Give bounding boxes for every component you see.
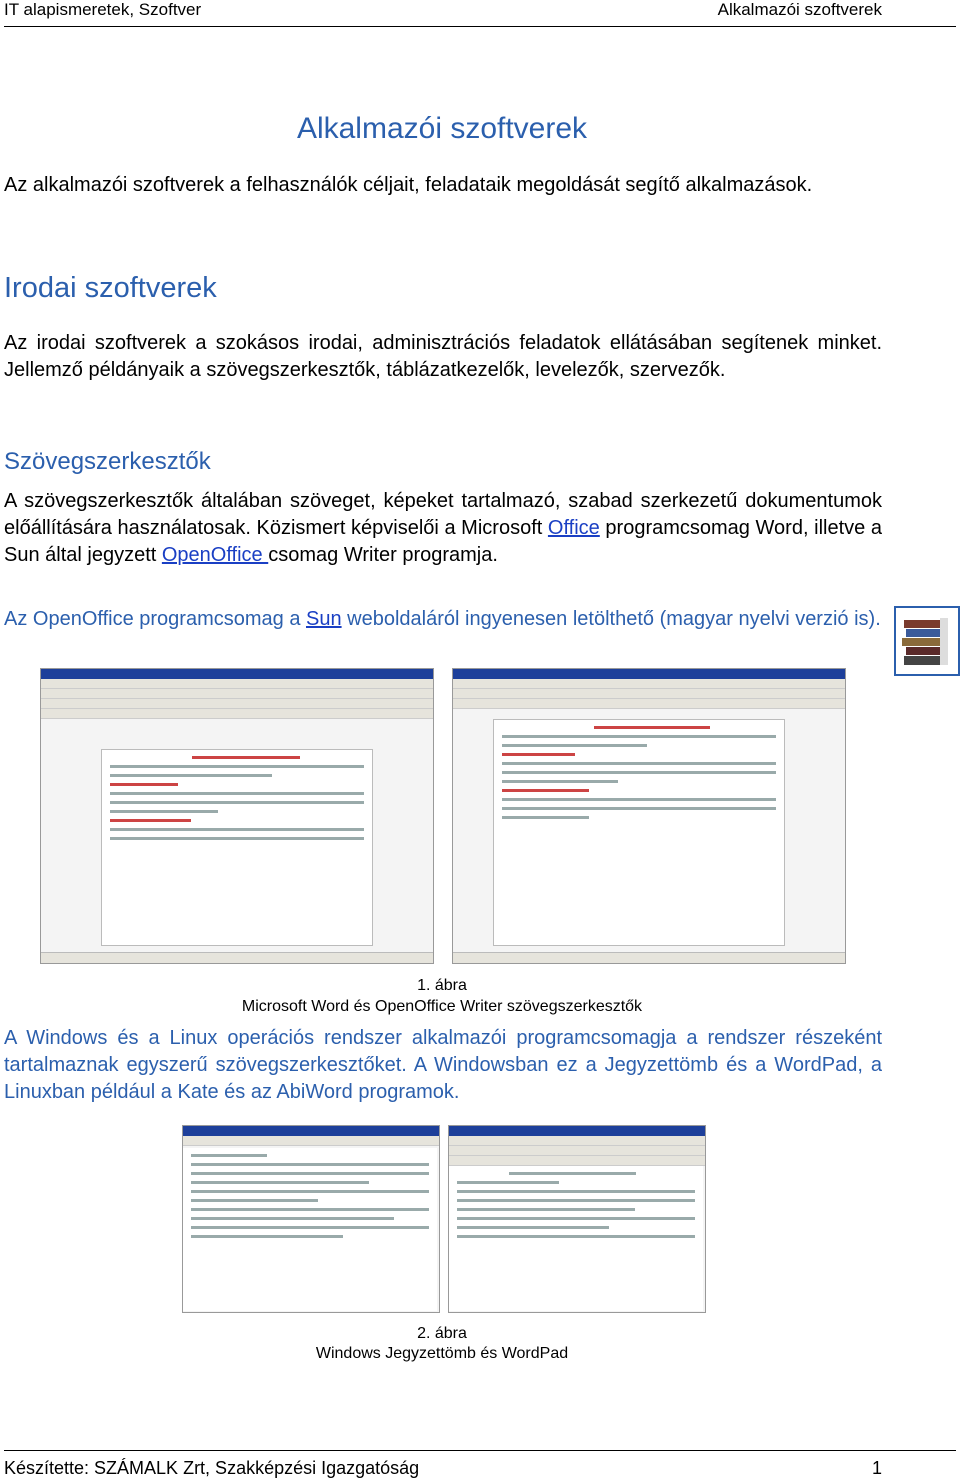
szovegszerkesztok-paragraph: A szövegszerkesztők általában szöveget, képeket tartalmazó, szabad szerkezetű dokumentumok előállítására használatosak. Közismert képviselői a Microsoft Office programcsomag Word, illetve a Sun által jegyzett OpenOffice csomag Writer programja.: [4, 490, 882, 566]
openoffice-paragraph: Az OpenOffice programcsomag a Sun weboldaláról ingyenesen letölthető (magyar nyelvi verzió is).: [4, 608, 881, 630]
books-icon: [894, 606, 960, 676]
page-number: 1: [871, 1458, 882, 1478]
page-title: Alkalmazói szoftverek: [296, 112, 588, 145]
openoffice-writer-screenshot: [452, 668, 846, 964]
header-divider: [4, 26, 956, 27]
figure1-number: 1. ábra: [417, 977, 467, 994]
wordpad-screenshot: [448, 1125, 706, 1313]
irodai-paragraph: Az irodai szoftverek a szokásos irodai, adminisztrációs feladatok ellátásában segítenek minket. Jellemző példányaik a szövegszerkesztők, táblázatkezelők, levelezők, szervezők.: [4, 332, 882, 381]
windows-linux-paragraph: A Windows és a Linux operációs rendszer alkalmazói programcsomagja a rendszer részeként tartalmaznak egyszerű szövegszerkesztőket. A Windowsban ez a Jegyzettömb és a WordPad, a Linuxban például a Kate és az AbiWord programok.: [4, 1027, 882, 1103]
footer-divider: [4, 1450, 956, 1451]
footer-author: Készítette: SZÁMALK Zrt, Szakképzési Igazgatóság: [4, 1458, 420, 1478]
intro-paragraph: Az alkalmazói szoftverek a felhasználók céljait, feladataik megoldását segítő alkalmazások.: [4, 174, 813, 196]
notepad-screenshot: [182, 1125, 440, 1313]
word-screenshot: [40, 668, 434, 964]
heading-irodai-szoftverek: Irodai szoftverek: [4, 272, 217, 304]
figure1-caption: Microsoft Word és OpenOffice Writer szövegszerkesztők: [241, 998, 643, 1015]
figure2-caption: Windows Jegyzettömb és WordPad: [315, 1345, 569, 1362]
sun-link[interactable]: Sun: [306, 608, 342, 630]
figure2-number: 2. ábra: [417, 1325, 467, 1342]
openoffice-link[interactable]: OpenOffice: [161, 544, 269, 566]
header-right: Alkalmazói szoftverek: [717, 0, 882, 19]
heading-szovegszerkesztok: Szövegszerkesztők: [4, 448, 211, 475]
header-left: IT alapismeretek, Szoftver: [4, 0, 202, 19]
office-link[interactable]: Office: [547, 517, 600, 539]
